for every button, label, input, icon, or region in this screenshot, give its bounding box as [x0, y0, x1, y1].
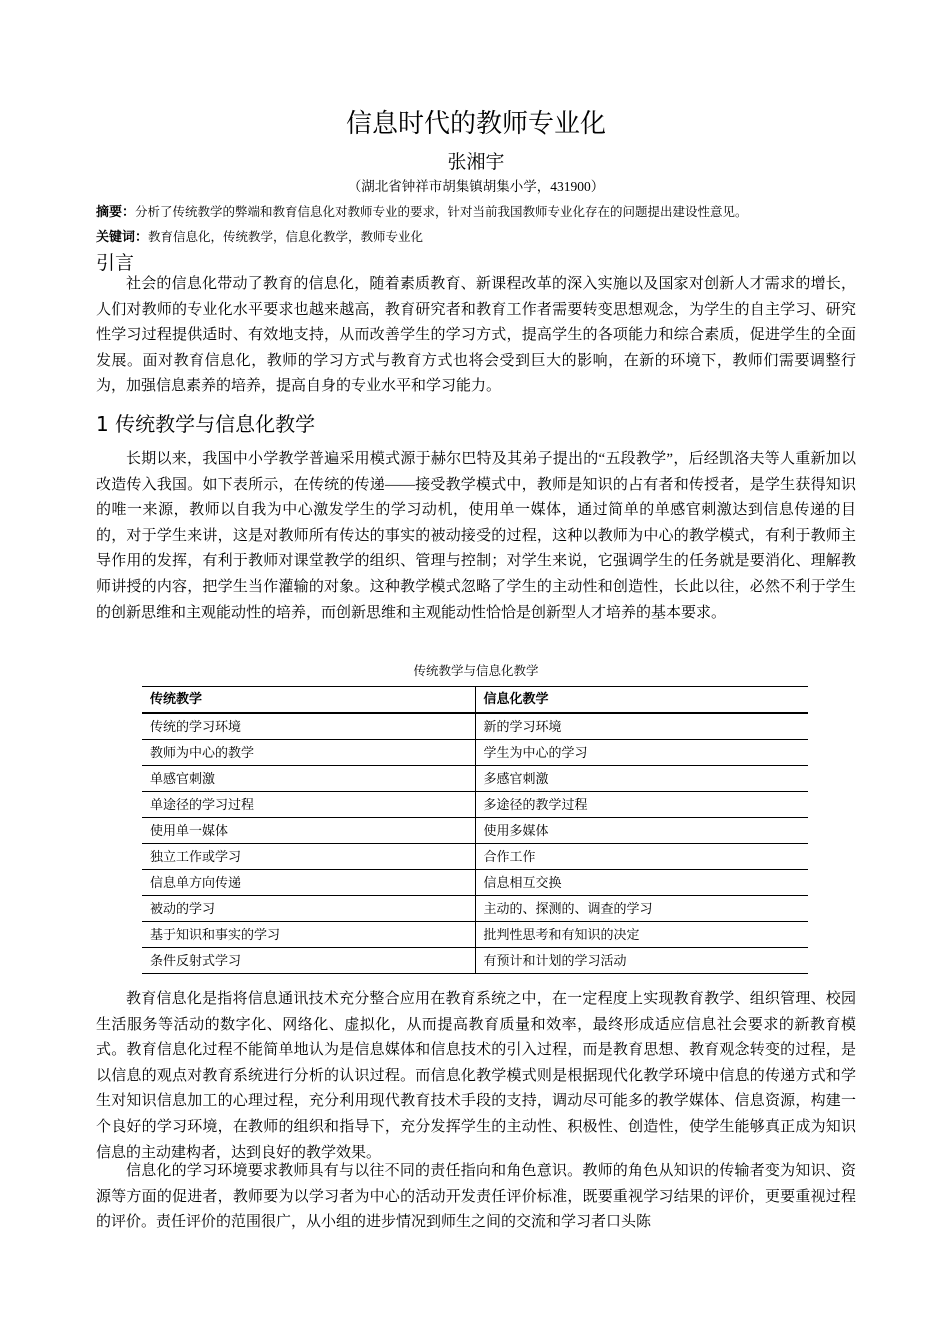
- table-cell-informatized: 新的学习环境: [475, 713, 808, 740]
- table-cell-traditional: 独立工作或学习: [142, 844, 475, 870]
- table-cell-traditional: 条件反射式学习: [142, 948, 475, 974]
- table-row: [142, 713, 808, 740]
- comparison-table: [142, 686, 808, 974]
- table-cell-traditional: 教师为中心的教学: [142, 740, 475, 766]
- section-1-heading: 1 传统教学与信息化教学: [96, 412, 316, 436]
- table-cell-informatized: 主动的、探测的、调查的学习: [475, 896, 808, 922]
- intro-heading: 引言: [96, 252, 135, 274]
- abstract-text: 分析了传统教学的弊端和教育信息化对教师专业的要求，针对当前我国教师专业化存在的问题提出建设性意见。: [135, 205, 748, 219]
- table-cell-traditional: 基于知识和事实的学习: [142, 922, 475, 948]
- author-affiliation: （湖北省钟祥市胡集镇胡集小学，431900）: [347, 179, 605, 194]
- table-cell-traditional: 信息单方向传递: [142, 870, 475, 896]
- table-row: [142, 740, 808, 766]
- intro-paragraph: 社会的信息化带动了教育的信息化，随着素质教育、新课程改革的深入实施以及国家对创新人才需求的增长，人们对教师的专业化水平要求也越来越高，教育研究者和教育工作者需要转变思想观念，为学生的自主学习、研究性学习过程提供适时、有效地支持，从而改善学生的学习方式，提高学生的各项能力和综合素质，促进学生的全面发展。面对教育信息化，教师的学习方式与教育方式也将会受到巨大的影响，在新的环境下，教师们需要调整行为，加强信息素养的培养，提高自身的专业水平和学习能力。: [96, 276, 856, 395]
- table-cell-informatized: 合作工作: [475, 844, 808, 870]
- abstract-label: 摘要：: [96, 205, 136, 220]
- abstract-line: [96, 203, 856, 222]
- table-cell-informatized: 学生为中心的学习: [475, 740, 808, 766]
- table-cell-traditional: 单感官刺激: [142, 766, 475, 792]
- table-row: [142, 948, 808, 974]
- table-header-row: [142, 687, 808, 714]
- table-row: [142, 870, 808, 896]
- keywords-text: 教育信息化，传统教学，信息化教学，教师专业化: [148, 230, 424, 244]
- keywords-label: 关键词：: [96, 230, 149, 245]
- table-cell-informatized: 多途径的教学过程: [475, 792, 808, 818]
- table-caption: 传统教学与信息化教学: [413, 664, 539, 678]
- table-cell-informatized: 使用多媒体: [475, 818, 808, 844]
- table-header-informatized: 信息化教学: [475, 687, 808, 714]
- table-row: [142, 818, 808, 844]
- table-header-traditional: 传统教学: [142, 687, 475, 714]
- table-cell-traditional: 单途径的学习过程: [142, 792, 475, 818]
- paper-title: 信息时代的教师专业化: [345, 109, 606, 139]
- section-1-paragraph-3: 信息化的学习环境要求教师具有与以往不同的责任指向和角色意识。教师的角色从知识的传输者变为知识、资源等方面的促进者，教师要为以学习者为中心的活动开发责任评价标准，既要重视学习结果的评价，更要重视过程的评价。责任评价的范围很广，从小组的进步情况到师生之间的交流和学习者口头陈: [96, 1163, 856, 1231]
- table-cell-traditional: 传统的学习环境: [142, 713, 475, 740]
- table-row: [142, 792, 808, 818]
- paper-author: 张湘宇: [447, 151, 505, 173]
- section-1-paragraph-1: 长期以来，我国中小学教学普遍采用模式源于赫尔巴特及其弟子提出的“五段教学”，后经凯洛夫等人重新加以改造传入我国。如下表所示，在传统的传递——接受教学模式中，教师是知识的占有者和传授者，是学生获得知识的唯一来源，教师以自我为中心激发学生的学习动机，使用单一媒体，通过简单的单感官刺激达到信息传递的目的，对于学生来讲，这是对教师所有传达的事实的被动接受的过程，这种以教师为中心的教学模式，有利于教师主导作用的发挥，有利于教师对课堂教学的组织、管理与控制；对学生来说，它强调学生的任务就是要消化、理解教师讲授的内容，把学生当作灌输的对象。这种教学模式忽略了学生的主动性和创造性，长此以往，必然不利于学生的创新思维和主观能动性的培养，而创新思维和主观能动性恰恰是创新型人才培养的基本要求。: [96, 451, 856, 621]
- keywords-line: [96, 228, 856, 247]
- table-cell-informatized: 信息相互交换: [475, 870, 808, 896]
- table-cell-traditional: 使用单一媒体: [142, 818, 475, 844]
- table-cell-informatized: 多感官刺激: [475, 766, 808, 792]
- table-row: [142, 766, 808, 792]
- table-cell-informatized: 批判性思考和有知识的决定: [475, 922, 808, 948]
- table-row: [142, 922, 808, 948]
- table-row: [142, 896, 808, 922]
- section-1-paragraph-2: 教育信息化是指将信息通讯技术充分整合应用在教育系统之中，在一定程度上实现教育教学、组织管理、校园生活服务等活动的数字化、网络化、虚拟化，从而提高教育质量和效率，最终形成适应信息社会要求的新教育模式。教育信息化过程不能简单地认为是信息媒体和信息技术的引入过程，而是教育思想、教育观念转变的过程，是以信息的观点对教育系统进行分析的认识过程。而信息化教学模式则是根据现代化教学环境中信息的传递方式和学生对知识信息加工的心理过程，充分利用现代教育技术手段的支持，调动尽可能多的教学媒体、信息资源，构建一个良好的学习环境，在教师的组织和指导下，充分发挥学生的主动性、积极性、创造性，使学生能够真正成为知识信息的主动建构者，达到良好的教学效果。: [96, 991, 856, 1161]
- table-row: [142, 844, 808, 870]
- table-cell-traditional: 被动的学习: [142, 896, 475, 922]
- table-cell-informatized: 有预计和计划的学习活动: [475, 948, 808, 974]
